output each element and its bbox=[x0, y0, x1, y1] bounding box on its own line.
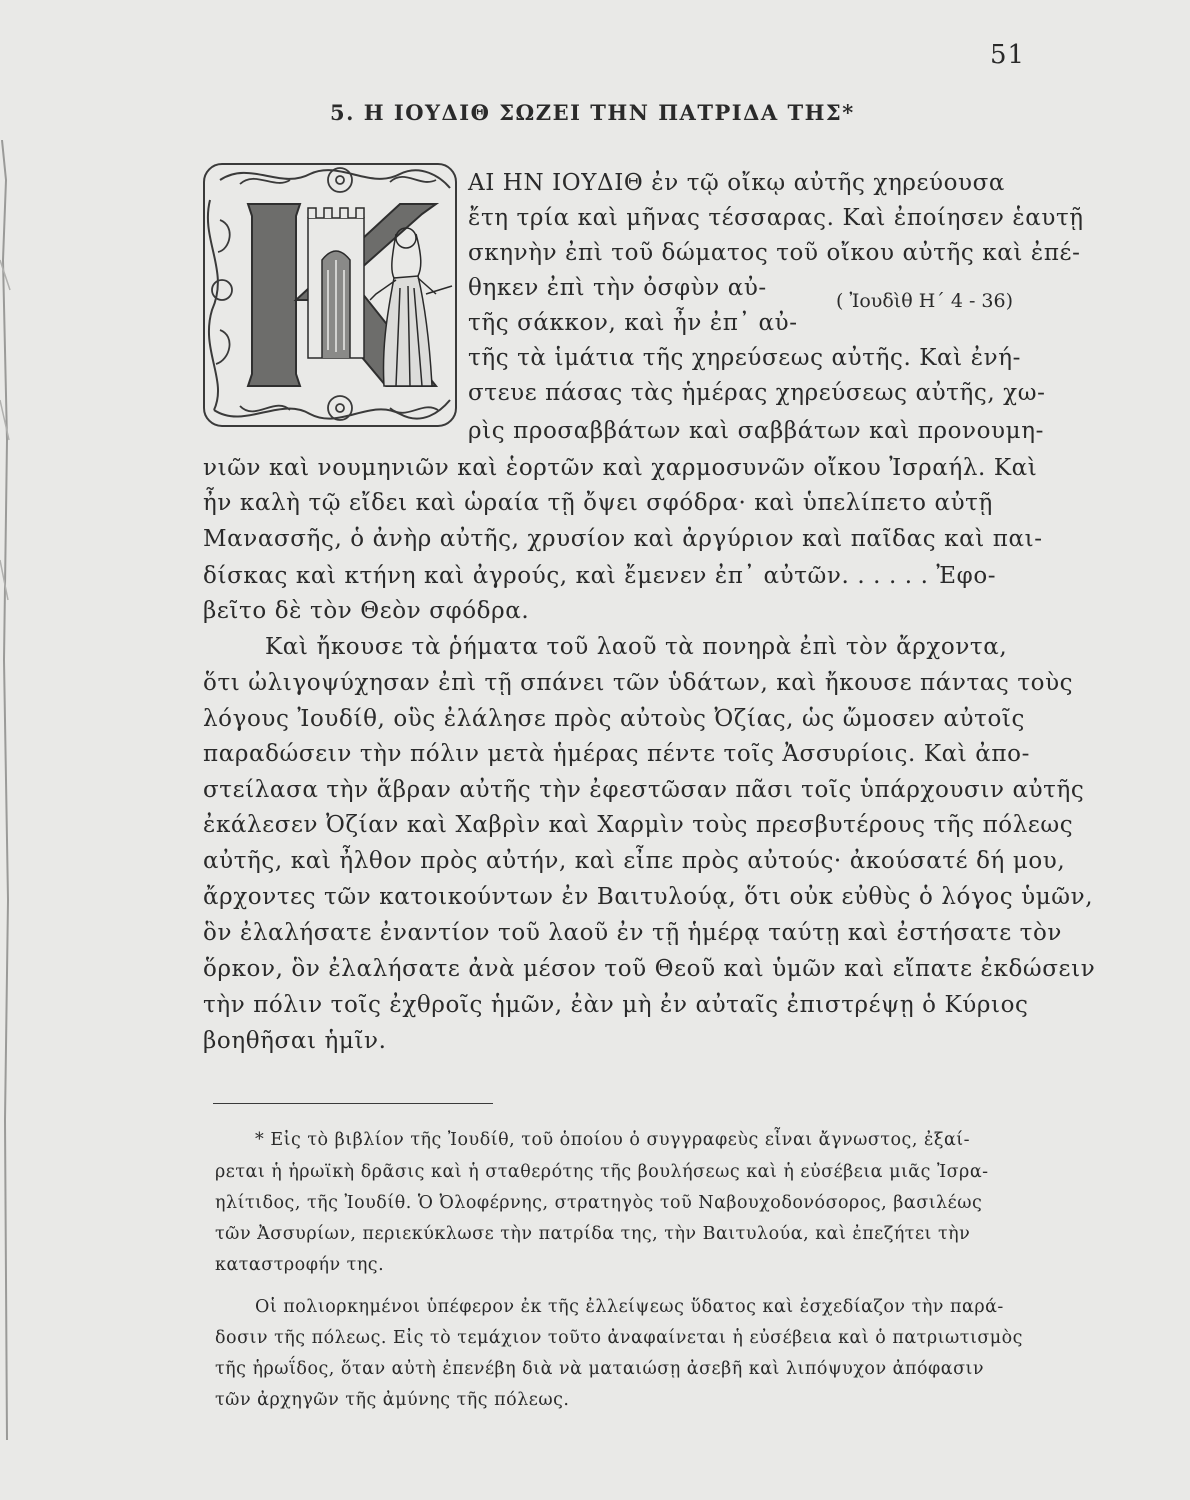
body-line: ἦν καλὴ τῷ εἴδει καὶ ὡραία τῇ ὄψει σφόδρα· καὶ ὑπελίπετο αὐτῇ bbox=[203, 490, 993, 516]
decorated-initial-illustration bbox=[200, 160, 460, 430]
body-line: σκηνὴν ἐπὶ τοῦ δώματος τοῦ οἴκου αὐτῆς καὶ ἐπέ- bbox=[468, 240, 1081, 266]
body-line: τῆς τὰ ἱμάτια τῆς χηρεύσεως αὐτῆς. Καὶ ἐνή- bbox=[468, 345, 1021, 371]
footnote-line: * Εἰς τὸ βιβλίον τῆς Ἰουδίθ, τοῦ ὁποίου ὁ συγγραφεὺς εἶναι ἄγνωστος, ἐξαί- bbox=[255, 1130, 971, 1150]
body-line: ρὶς προσαββάτων καὶ σαββάτων καὶ προνουμη- bbox=[468, 418, 1044, 444]
chapter-title: 5. Η ΙΟΥΔΙΘ ΣΩΖΕΙ ΤΗΝ ΠΑΤΡΙΔΑ ΤΗΣ* bbox=[330, 100, 855, 125]
body-line: Μανασσῆς, ὁ ἀνὴρ αὐτῆς, χρυσίον καὶ ἀργύριον καὶ παῖδας καὶ παι- bbox=[203, 526, 1043, 552]
body-line: στείλασα τὴν ἅβραν αὐτῆς τὴν ἐφεστῶσαν πᾶσι τοῖς ὑπάρχουσιν αὐτῆς bbox=[203, 777, 1085, 803]
footnote-line: τῆς ἡρωΐδος, ὅταν αὐτὴ ἐπενέβη διὰ νὰ ματαιώσῃ ἀσεβῆ καὶ λιπόψυχον ἀπόφασιν bbox=[215, 1359, 985, 1379]
body-line: τῆς σάκκον, καὶ ἦν ἐπ᾽ αὐ- bbox=[468, 310, 798, 336]
body-line: παραδώσειν τὴν πόλιν μετὰ ἡμέρας πέντε τοῖς Ἀσσυρίοις. Καὶ ἀπο- bbox=[203, 741, 1030, 767]
body-line: Καὶ ἤκουσε τὰ ῥήματα τοῦ λαοῦ τὰ πονηρὰ ἐπὶ τὸν ἄρχοντα, bbox=[265, 634, 1008, 660]
body-line: ὅρκον, ὃν ἐλαλήσατε ἀνὰ μέσον τοῦ Θεοῦ καὶ ὑμῶν καὶ εἴπατε ἐκδώσειν bbox=[203, 956, 1096, 982]
body-line: ἔτη τρία καὶ μῆνας τέσσαρας. Καὶ ἐποίησεν ἑαυτῇ bbox=[468, 205, 1084, 231]
page-number: 51 bbox=[990, 40, 1026, 70]
body-line: δίσκας καὶ κτήνη καὶ ἀγρούς, καὶ ἔμενεν ἐπ᾽ αὐτῶν. . . . . . Ἐφο- bbox=[203, 563, 997, 589]
body-line: θηκεν ἐπὶ τὴν ὀσφὺν αὐ- bbox=[468, 275, 767, 301]
body-line: ὃν ἐλαλήσατε ἐναντίον τοῦ λαοῦ ἐν τῇ ἡμέρᾳ ταύτῃ καὶ ἐστήσατε τὸν bbox=[203, 920, 1062, 946]
footnote-line: Οἱ πολιορκημένοι ὑπέφερον ἐκ τῆς ἐλλείψεως ὕδατος καὶ ἐσχεδίαζον τὴν παρά- bbox=[255, 1297, 1004, 1317]
body-line: ἄρχοντες τῶν κατοικούντων ἐν Βαιτυλούᾳ, ὅτι οὐκ εὐθὺς ὁ λόγος ὑμῶν, bbox=[203, 884, 1094, 910]
footnote-line: ηλίτιδος, τῆς Ἰουδίθ. Ὁ Ὀλοφέρνης, στρατηγὸς τοῦ Ναβουχοδονόσορος, βασιλέως bbox=[215, 1193, 983, 1213]
footnote-line: δοσιν τῆς πόλεως. Εἰς τὸ τεμάχιον τοῦτο ἀναφαίνεται ἡ εὐσέβεια καὶ ὁ πατριωτισμὸς bbox=[215, 1328, 1023, 1348]
footnote-separator bbox=[213, 1103, 493, 1104]
body-line: ΑΙ ΗΝ ΙΟΥΔΙΘ ἐν τῷ οἴκῳ αὐτῆς χηρεύουσα bbox=[468, 170, 1006, 196]
scripture-reference: ( Ἰουδὶθ Η΄ 4 - 36) bbox=[836, 290, 1013, 312]
body-line: νιῶν καὶ νουμηνιῶν καὶ ἑορτῶν καὶ χαρμοσυνῶν οἴκου Ἰσραήλ. Καὶ bbox=[203, 455, 1038, 481]
page-edge-shadow bbox=[0, 140, 14, 1440]
body-line: βεῖτο δὲ τὸν Θεὸν σφόδρα. bbox=[203, 598, 530, 624]
footnote-line: τῶν Ἀσσυρίων, περιεκύκλωσε τὴν πατρίδα της, τὴν Βαιτυλούα, καὶ ἐπεζήτει τὴν bbox=[215, 1224, 971, 1244]
footnote-line: τῶν ἀρχηγῶν τῆς ἀμύνης τῆς πόλεως. bbox=[215, 1390, 570, 1410]
body-line: τὴν πόλιν τοῖς ἐχθροῖς ἡμῶν, ἐὰν μὴ ἐν αὐταῖς ἐπιστρέψῃ ὁ Κύριος bbox=[203, 992, 1029, 1018]
body-line: ἐκάλεσεν Ὀζίαν καὶ Χαβρὶν καὶ Χαρμὶν τοὺς πρεσβυτέρους τῆς πόλεως bbox=[203, 812, 1074, 838]
body-line: αὐτῆς, καὶ ἦλθον πρὸς αὐτήν, καὶ εἶπε πρὸς αὐτούς· ἀκούσατέ δή μου, bbox=[203, 848, 1066, 874]
footnote-line: καταστροφήν της. bbox=[215, 1255, 385, 1275]
body-line: βοηθῆσαι ἡμῖν. bbox=[203, 1028, 387, 1054]
body-line: ὅτι ὠλιγοψύχησαν ἐπὶ τῇ σπάνει τῶν ὑδάτων, καὶ ἤκουσε πάντας τοὺς bbox=[203, 670, 1074, 696]
footnote-line: ρεται ἡ ἡρωϊκὴ δρᾶσις καὶ ἡ σταθερότης τῆς βουλήσεως καὶ ἡ εὐσέβεια μιᾶς Ἰσρα- bbox=[215, 1162, 989, 1182]
body-line: στευε πάσας τὰς ἡμέρας χηρεύσεως αὐτῆς, χω- bbox=[468, 380, 1046, 406]
body-line: λόγους Ἰουδίθ, οὓς ἐλάλησε πρὸς αὐτοὺς Ὀζίας, ὡς ὤμοσεν αὐτοῖς bbox=[203, 706, 1025, 732]
